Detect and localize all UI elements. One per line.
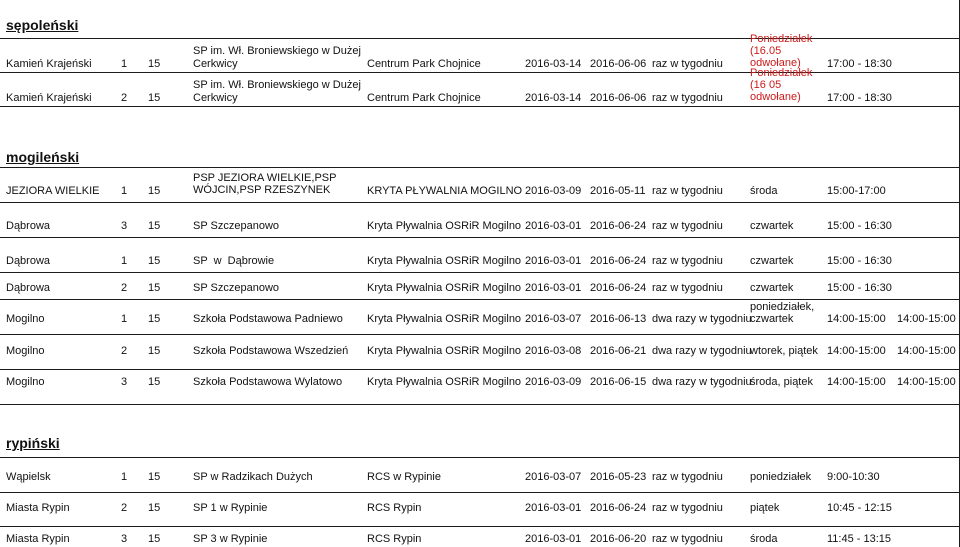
frequency-cell: raz w tygodniu: [652, 92, 723, 104]
size-cell: 15: [148, 282, 161, 294]
row-divider: [0, 369, 960, 370]
city-cell: Dąbrowa: [6, 282, 51, 294]
row-divider: [0, 526, 960, 527]
end-date-cell: 2016-05-23: [590, 471, 647, 483]
row-divider: [0, 202, 960, 203]
day-cell: czwartek: [750, 255, 794, 267]
city-cell: Kamień Krajeński: [6, 92, 92, 104]
time-cell-2: 14:00-15:00: [897, 345, 956, 357]
facility-cell: Kryta Pływalnia OSRiR Mogilno: [367, 255, 522, 267]
day-cell: czwartek: [750, 220, 794, 232]
city-cell: Kamień Krajeński: [6, 58, 92, 70]
day-cell: środa: [750, 185, 778, 197]
group-cell: 1: [121, 313, 128, 325]
row-divider: [0, 72, 960, 73]
facility-cell: Kryta Pływalnia OSRiR Mogilno: [367, 220, 522, 232]
day-cell: Poniedziałek: [750, 67, 813, 79]
row-divider: [0, 299, 960, 300]
size-cell: 15: [148, 376, 161, 388]
group-cell: 1: [121, 471, 128, 483]
row-divider: [0, 38, 960, 39]
school-cell: Szkoła Podstawowa Padniewo: [193, 313, 343, 325]
start-date-cell: 2016-03-01: [525, 255, 582, 267]
day-cell: poniedziałek,: [750, 301, 815, 313]
end-date-cell: 2016-06-13: [590, 313, 647, 325]
row-divider: [0, 334, 960, 335]
frequency-cell: raz w tygodniu: [652, 533, 723, 545]
start-date-cell: 2016-03-01: [525, 220, 582, 232]
day-cell: czwartek: [750, 313, 794, 325]
row-divider: [0, 237, 960, 238]
day-cell: poniedziałek: [750, 471, 812, 483]
school-cell: PSP JEZIORA WIELKIE,PSP: [193, 172, 337, 184]
frequency-cell: raz w tygodniu: [652, 471, 723, 483]
city-cell: Miasta Rypin: [6, 533, 70, 545]
end-date-cell: 2016-06-24: [590, 255, 647, 267]
time-cell-2: 14:00-15:00: [897, 376, 956, 388]
facility-cell: RCS Rypin: [367, 502, 422, 514]
time-cell: 17:00 - 18:30: [827, 58, 892, 70]
school-cell: Szkoła Podstawowa Wszedzień: [193, 345, 349, 357]
frequency-cell: raz w tygodniu: [652, 185, 723, 197]
start-date-cell: 2016-03-14: [525, 58, 582, 70]
school-cell: SP Szczepanowo: [193, 220, 280, 232]
frequency-cell: dwa razy w tygodniu: [652, 313, 752, 325]
group-cell: 2: [121, 502, 128, 514]
start-date-cell: 2016-03-01: [525, 502, 582, 514]
school-cell: SP Szczepanowo: [193, 282, 280, 294]
start-date-cell: 2016-03-01: [525, 533, 582, 545]
school-cell: Szkoła Podstawowa Wylatowo: [193, 376, 343, 388]
frequency-cell: raz w tygodniu: [652, 282, 723, 294]
facility-cell: Kryta Pływalnia OSRiR Mogilno: [367, 345, 522, 357]
school-cell: Cerkwicy: [193, 58, 238, 70]
end-date-cell: 2016-06-24: [590, 282, 647, 294]
group-cell: 1: [121, 255, 128, 267]
city-cell: Mogilno: [6, 345, 45, 357]
time-cell: 9:00-10:30: [827, 471, 880, 483]
time-cell: 17:00 - 18:30: [827, 92, 892, 104]
day-cell: odwołane): [750, 91, 801, 103]
start-date-cell: 2016-03-07: [525, 313, 582, 325]
row-divider: [0, 457, 960, 458]
start-date-cell: 2016-03-09: [525, 376, 582, 388]
end-date-cell: 2016-06-20: [590, 533, 647, 545]
end-date-cell: 2016-06-21: [590, 345, 647, 357]
frequency-cell: raz w tygodniu: [652, 502, 723, 514]
time-cell: 15:00 - 16:30: [827, 255, 892, 267]
facility-cell: RCS w Rypinie: [367, 471, 441, 483]
school-cell: SP w Radzikach Dużych: [193, 471, 313, 483]
end-date-cell: 2016-06-06: [590, 92, 647, 104]
city-cell: Dąbrowa: [6, 255, 51, 267]
day-cell: odwołane): [750, 57, 801, 69]
time-cell: 15:00 - 16:30: [827, 282, 892, 294]
frequency-cell: raz w tygodniu: [652, 255, 723, 267]
day-cell: czwartek: [750, 282, 794, 294]
size-cell: 15: [148, 220, 161, 232]
facility-cell: Centrum Park Chojnice: [367, 58, 481, 70]
section-title: sępoleński: [6, 17, 79, 33]
time-cell: 15:00 - 16:30: [827, 220, 892, 232]
day-cell: środa: [750, 533, 778, 545]
time-cell: 15:00-17:00: [827, 185, 886, 197]
size-cell: 15: [148, 533, 161, 545]
day-cell: piątek: [750, 502, 780, 514]
school-cell: SP w Dąbrowie: [193, 255, 275, 267]
school-cell: Cerkwicy: [193, 92, 238, 104]
group-cell: 3: [121, 533, 128, 545]
start-date-cell: 2016-03-14: [525, 92, 582, 104]
start-date-cell: 2016-03-07: [525, 471, 582, 483]
size-cell: 15: [148, 502, 161, 514]
group-cell: 2: [121, 92, 128, 104]
city-cell: Mogilno: [6, 376, 45, 388]
time-cell: 14:00-15:00: [827, 345, 886, 357]
row-divider: [0, 106, 960, 107]
section-title: mogileński: [6, 149, 80, 165]
end-date-cell: 2016-06-24: [590, 502, 647, 514]
facility-cell: Kryta Pływalnia OSRiR Mogilno: [367, 313, 522, 325]
size-cell: 15: [148, 345, 161, 357]
school-cell: WÓJCIN,PSP RZESZYNEK: [193, 184, 331, 196]
group-cell: 2: [121, 345, 128, 357]
row-divider: [0, 404, 960, 405]
day-cell: wtorek, piątek: [750, 345, 818, 357]
city-cell: Dąbrowa: [6, 220, 51, 232]
size-cell: 15: [148, 58, 161, 70]
school-cell: SP im. Wł. Broniewskiego w Dużej: [193, 79, 361, 91]
end-date-cell: 2016-05-11: [590, 185, 646, 197]
facility-cell: Kryta Pływalnia OSRiR Mogilno: [367, 376, 522, 388]
school-cell: SP 3 w Rypinie: [193, 533, 268, 545]
city-cell: Wąpielsk: [6, 471, 51, 483]
facility-cell: RCS Rypin: [367, 533, 422, 545]
frequency-cell: raz w tygodniu: [652, 58, 723, 70]
group-cell: 2: [121, 282, 128, 294]
day-cell: środa, piątek: [750, 376, 813, 388]
end-date-cell: 2016-06-15: [590, 376, 647, 388]
time-cell: 14:00-15:00: [827, 376, 886, 388]
city-cell: JEZIORA WIELKIE: [6, 185, 100, 197]
group-cell: 1: [121, 185, 128, 197]
group-cell: 1: [121, 58, 128, 70]
size-cell: 15: [148, 92, 161, 104]
school-cell: SP 1 w Rypinie: [193, 502, 268, 514]
frequency-cell: raz w tygodniu: [652, 220, 723, 232]
facility-cell: Kryta Pływalnia OSRiR Mogilno: [367, 282, 522, 294]
time-cell: 14:00-15:00: [827, 313, 886, 325]
day-cell: (16 05: [750, 79, 782, 91]
frequency-cell: dwa razy w tygodniu: [652, 376, 752, 388]
time-cell-2: 14:00-15:00: [897, 313, 956, 325]
start-date-cell: 2016-03-09: [525, 185, 582, 197]
size-cell: 15: [148, 313, 161, 325]
end-date-cell: 2016-06-06: [590, 58, 647, 70]
day-cell: Poniedziałek: [750, 33, 813, 45]
section-title: rypiński: [6, 435, 60, 451]
end-date-cell: 2016-06-24: [590, 220, 647, 232]
row-divider: [0, 492, 960, 493]
row-divider: [0, 167, 960, 168]
school-cell: SP im. Wł. Broniewskiego w Dużej: [193, 45, 361, 57]
frequency-cell: dwa razy w tygodniu: [652, 345, 752, 357]
day-cell: (16.05: [750, 45, 782, 57]
city-cell: Miasta Rypin: [6, 502, 70, 514]
group-cell: 3: [121, 376, 128, 388]
start-date-cell: 2016-03-08: [525, 345, 582, 357]
start-date-cell: 2016-03-01: [525, 282, 582, 294]
group-cell: 3: [121, 220, 128, 232]
facility-cell: Centrum Park Chojnice: [367, 92, 481, 104]
time-cell: 11:45 - 13:15: [827, 533, 892, 545]
city-cell: Mogilno: [6, 313, 45, 325]
facility-cell: KRYTA PŁYWALNIA MOGILNO: [367, 185, 523, 197]
row-divider: [0, 272, 960, 273]
size-cell: 15: [148, 185, 161, 197]
time-cell: 10:45 - 12:15: [827, 502, 892, 514]
size-cell: 15: [148, 471, 161, 483]
size-cell: 15: [148, 255, 161, 267]
